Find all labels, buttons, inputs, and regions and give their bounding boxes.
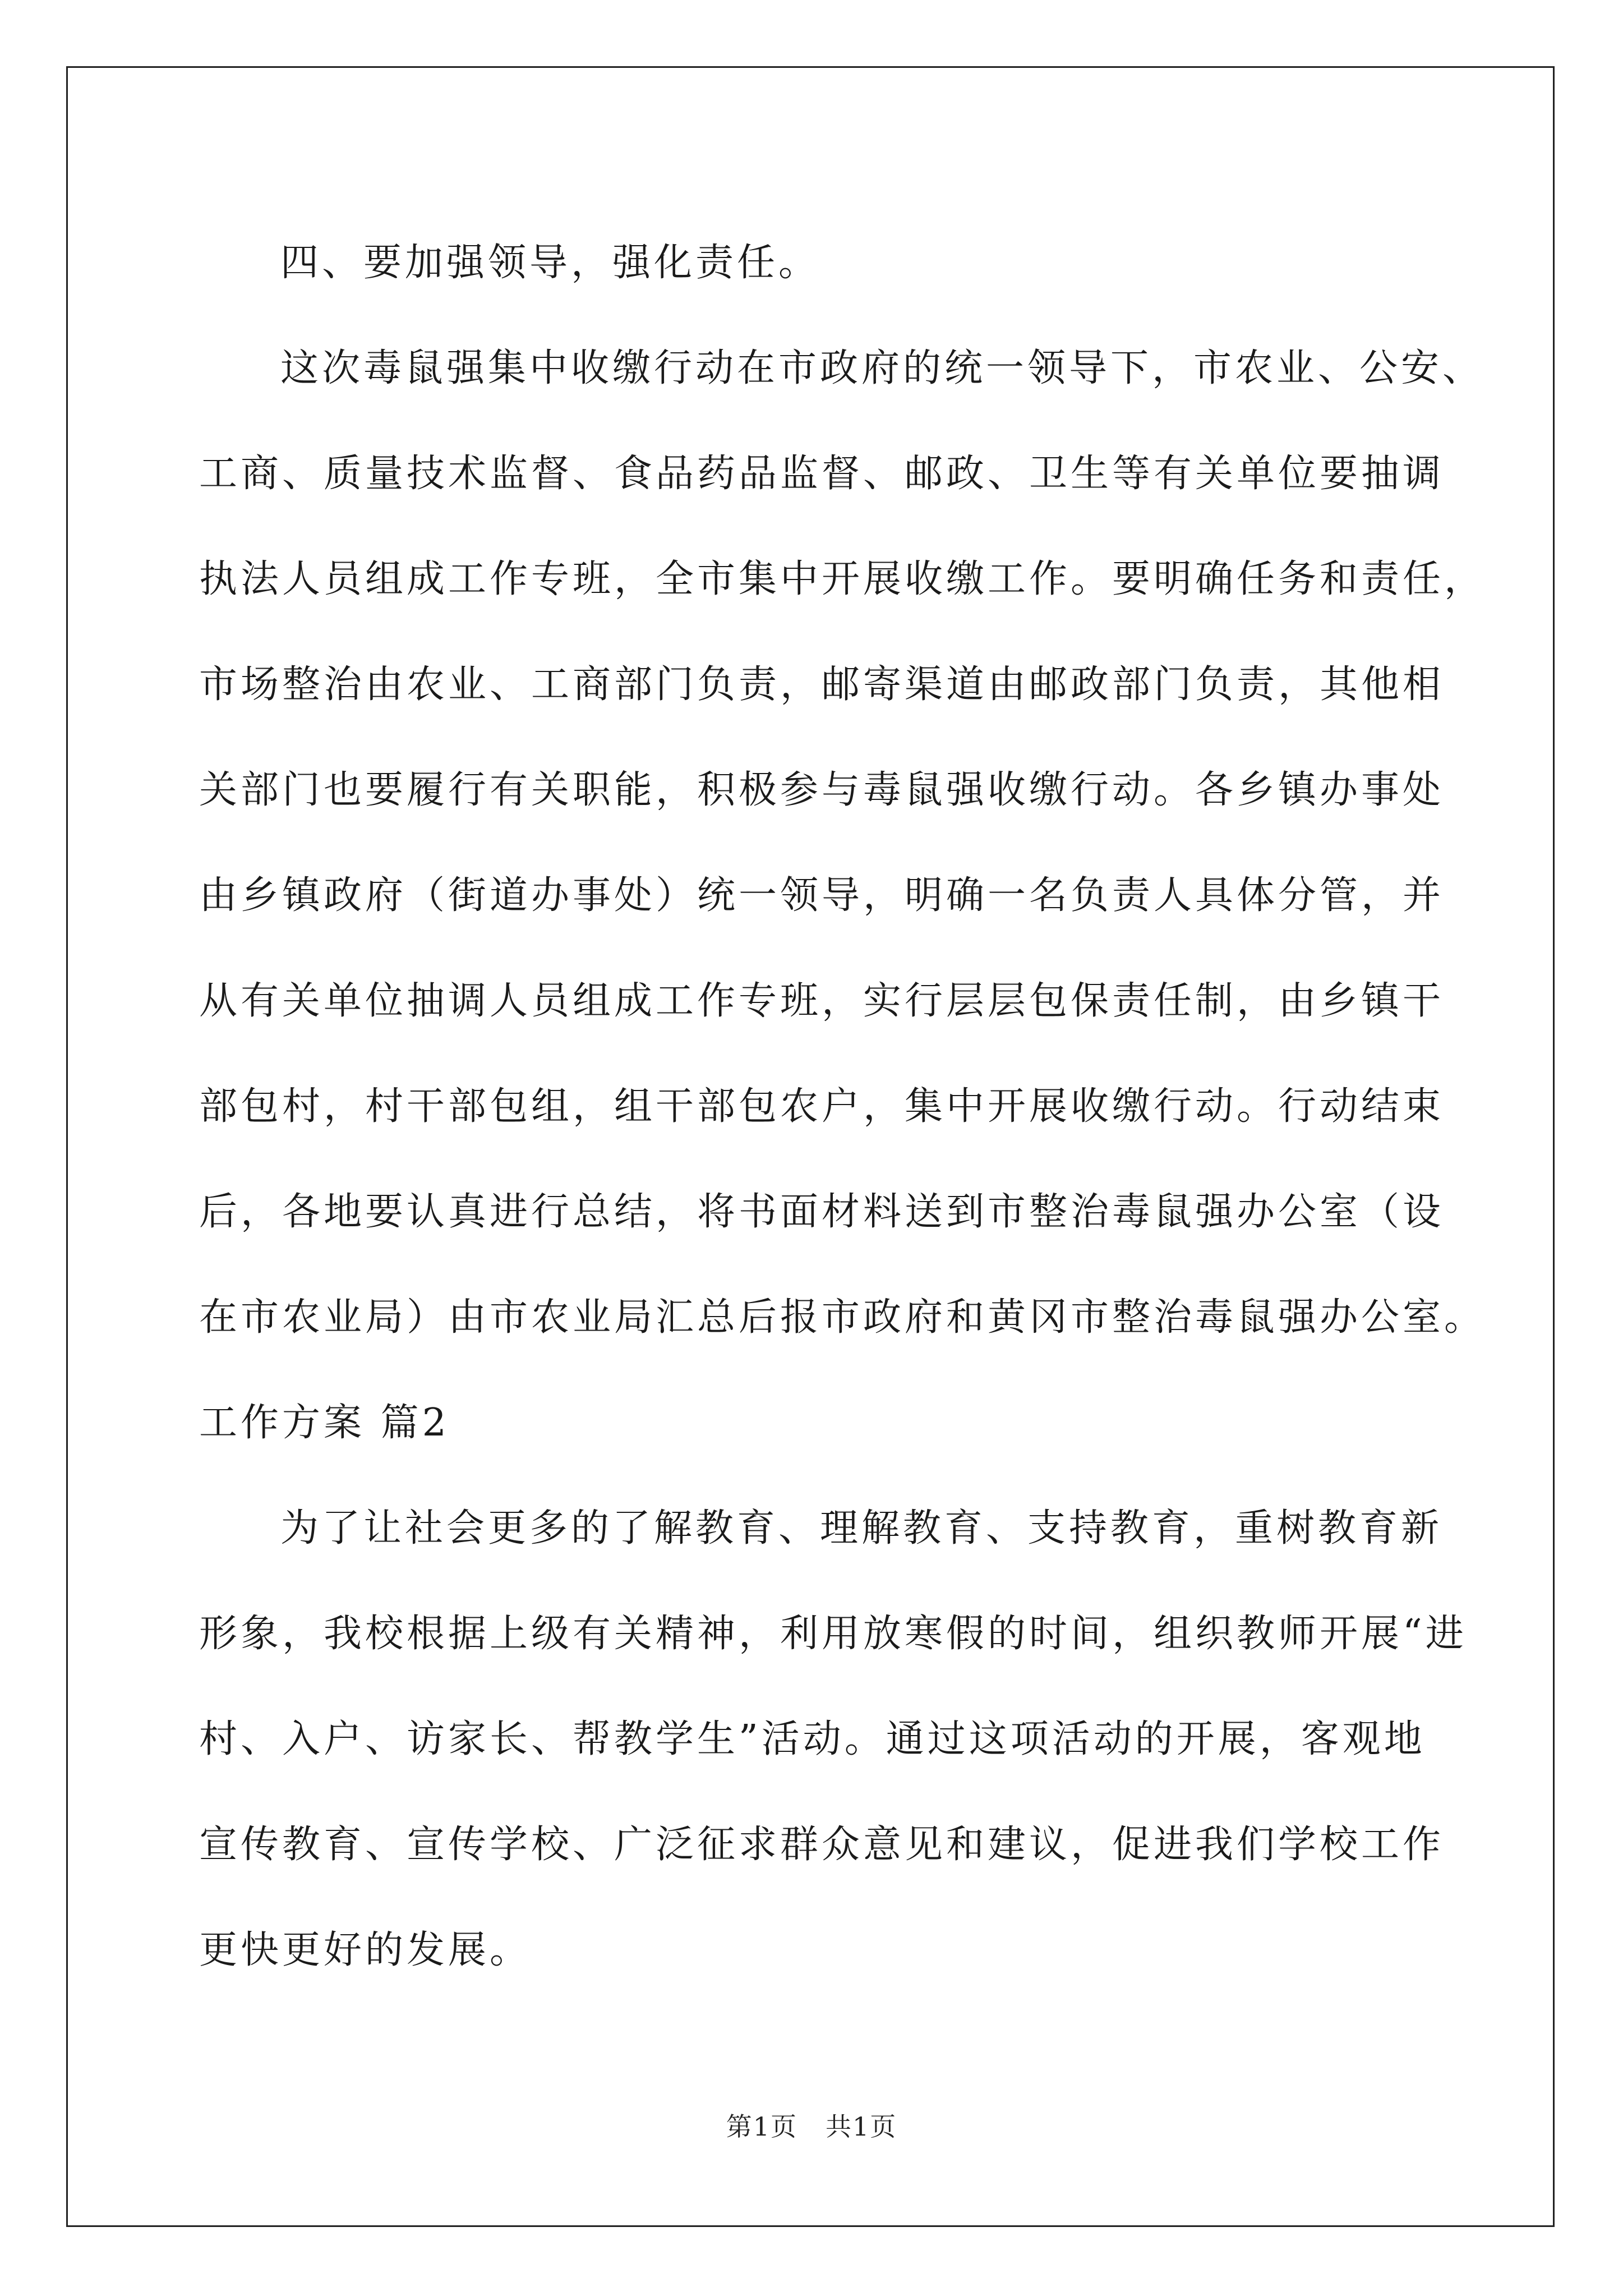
heading-line: 四、要加强领导，强化责任。 [280,241,820,285]
paragraph-line: 由乡镇政府（街道办事处）统一领导，明确一名负责人具体分管，并 [199,873,1445,918]
paragraph-line: 形象，我校根据上级有关精神，利用放寒假的时间，组织教师开展“进 [199,1612,1467,1656]
paragraph-line: 宣传教育、宣传学校、广泛征求群众意见和建议，促进我们学校工作 [199,1823,1445,1867]
paragraph-1 [199,316,1486,1370]
page-footer [0,2106,1623,2143]
paragraph-line: 在市农业局）由市农业局汇总后报市政府和黄冈市整治毒鼠强办公室。 [199,1295,1486,1340]
page-total: 共1页 [825,2111,897,2142]
section-heading [199,210,1427,316]
page-number: 第1页 [726,2111,798,2142]
paragraph-line: 工商、质量技术监督、食品药品监督、邮政、卫生等有关单位要抽调 [199,452,1445,496]
paragraph-line: 更快更好的发展。 [199,1928,532,1972]
paragraph-line: 市场整治由农业、工商部门负责，邮寄渠道由邮政部门负责，其他相 [199,662,1445,707]
section-title-line: 工作方案 篇2 [199,1401,450,1445]
paragraph-line: 部包村，村干部包组，组干部包农户，集中开展收缴行动。行动结束 [199,1084,1445,1129]
paragraph-line: 关部门也要履行有关职能，积极参与毒鼠强收缴行动。各乡镇办事处 [199,768,1445,812]
paragraph-line: 后，各地要认真进行总结，将书面材料送到市整治毒鼠强办公室（设 [199,1190,1445,1234]
paragraph-line: 执法人员组成工作专班，全市集中开展收缴工作。要明确任务和责任， [199,557,1486,601]
section-title [199,1370,1427,1476]
document-body [199,210,1486,2003]
paragraph-line: 这次毒鼠强集中收缴行动在市政府的统一领导下，市农业、公安、 [280,346,1484,390]
paragraph-line: 从有关单位抽调人员组成工作专班，实行层层包保责任制，由乡镇干 [199,979,1445,1023]
paragraph-2 [199,1476,1467,2003]
paragraph-line: 为了让社会更多的了解教育、理解教育、支持教育，重树教育新 [280,1506,1443,1550]
paragraph-line: 村、入户、访家长、帮教学生”活动。通过这项活动的开展，客观地 [199,1717,1426,1761]
